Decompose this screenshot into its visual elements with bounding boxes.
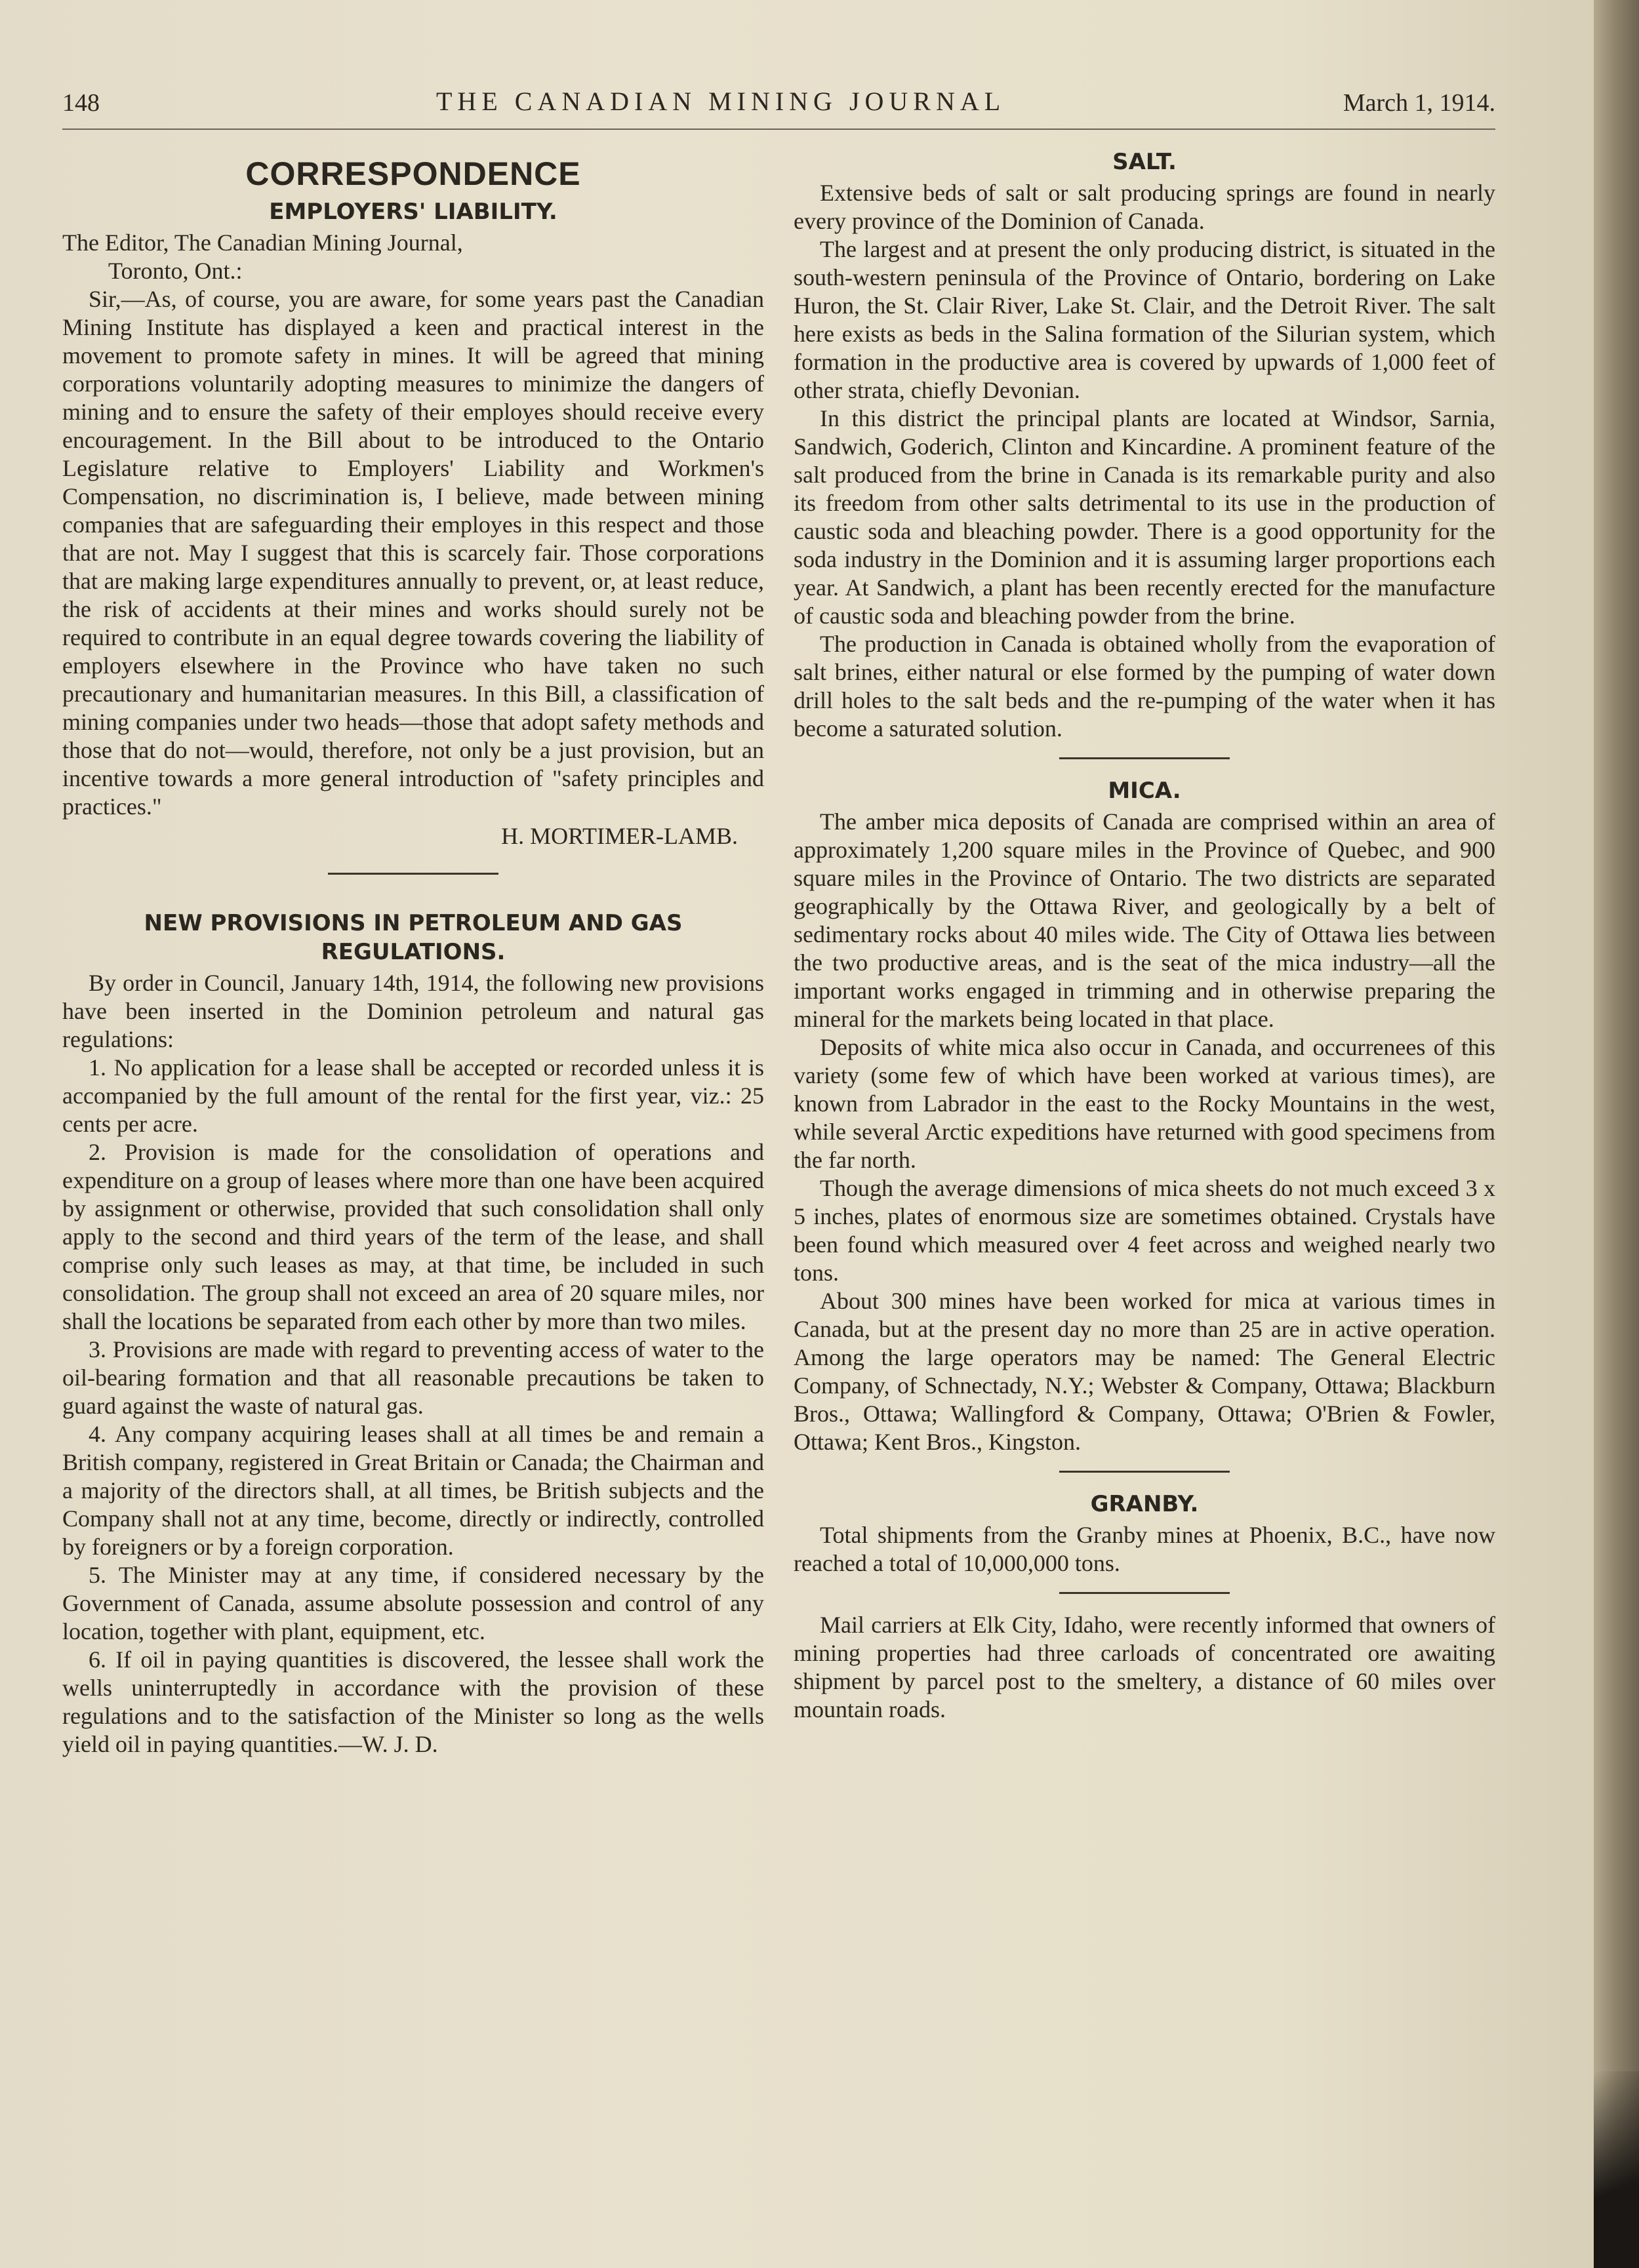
provision-item: 6. If oil in paying quantities is discovered, the lessee shall work the wells uninterruptedly in accordance with the provision of these regulations and to the satisfaction of the Minister so long as the wells yield oil in paying quantities.—W. J. D.: [62, 1646, 764, 1757]
mica-paragraph: The amber mica deposits of Canada are comprised within an area of approximately 1,200 square miles in the Province of Quebec, and 900 square miles in the Province of Ontario. The two districts are separated geographically by the Ottawa River, and geologically by a belt of sedimentary rocks about 40 miles wide. The City of Ottawa lies between the two productive areas, and is the seat of the mica industry—all the important works engaged in trimming and in otherwise preparing the mineral for the markets being located in that place.: [794, 808, 1495, 1032]
mica-paragraph: Deposits of white mica also occur in Canada, and occurrenees of this variety (some few of which have been worked at various times), are known from Labrador in the east to the Rocky Mountains in the west, while several Arctic expeditions have returned with good specimens from the far north.: [794, 1034, 1495, 1173]
petroleum-heading: NEW PROVISIONS IN PETROLEUM AND GAS REGULATIONS.: [144, 910, 683, 965]
provision-item: 2. Provision is made for the consolidation of operations and expenditure on a group of leases where more than one have been acquired by assignment or otherwise, provided that such consolidation shall only apply to the second and third years of the term of the lease, and shall comprise only such leases as may, at that time, be included in such consolidation. The group shall not exceed an area of 20 square miles, nor shall the locations be separated from each other by more than two miles.: [62, 1139, 764, 1334]
salt-paragraph: Extensive beds of salt or salt producing springs are found in nearly every province of the Dominion of Canada.: [794, 180, 1495, 234]
page-number: 148: [62, 89, 100, 117]
letter-body: Sir,—As, of course, you are aware, for some years past the Canadian Mining Institute has displayed a keen and practical interest in the movement to promote safety in mines. It will be agreed that mining corporations voluntarily adopting measures to minimize the dangers of mining and to ensure the safety of their employes should receive every encouragement. In the Bill about to be introduced to the Ontario Legislature relative to Employers' Liability and Workmen's Compensation, no discrimination is, I believe, made between mining companies that are safeguarding their employes in this respect and those that are not. May I suggest that this is scarcely fair. Those corporations that are making large expenditures annually to prevent, or, at least reduce, the risk of accidents at their mines and works should surely not be required to contribute in an equal degree towards covering the liability of employers elsewhere in the Province who have taken no such precautionary and humanitarian measures. In this Bill, a classification of mining companies under two heads—those that adopt safety methods and those that do not—would, therefore, not only be a just provision, but an incentive towards a more general introduction of "safety principles and practices.": [62, 286, 764, 820]
mica-heading: MICA.: [1108, 778, 1181, 804]
employers-liability-heading: EMPLOYERS' LIABILITY.: [269, 199, 557, 225]
salt-heading: SALT.: [1112, 149, 1177, 175]
page-header: [62, 82, 1495, 121]
issue-date: March 1, 1914.: [1343, 89, 1495, 117]
provision-item: 1. No application for a lease shall be accepted or recorded unless it is accompanied by the full amount of the rental for the first year, viz.: 25 cents per acre.: [62, 1054, 764, 1137]
section-divider: [328, 873, 498, 875]
granby-paragraph: Total shipments from the Granby mines at Phoenix, B.C., have now reached a total of 10,000,000 tons.: [794, 1522, 1495, 1576]
section-divider: [1059, 1471, 1230, 1473]
provision-item: 3. Provisions are made with regard to preventing access of water to the oil-bearing formation and that all reasonable precautions be taken to guard against the waste of natural gas.: [62, 1336, 764, 1419]
header-rule: [62, 129, 1495, 130]
provision-item: 4. Any company acquiring leases shall at all times be and remain a British company, registered in Great Britain or Canada; the Chairman and a majority of the directors shall, at all times, be British subjects and the Company shall not at any time, become, directly or indirectly, controlled by foreigners or by a foreign corporation.: [62, 1421, 764, 1560]
salt-paragraph: In this district the principal plants are located at Windsor, Sarnia, Sandwich, Goderich, Clinton and Kincardine. A prominent feature of the salt produced from the brine in Canada is its remarkable purity and also its freedom from other salts detrimental to its use in the production of caustic soda and bleaching powder. There is a good opportunity for the soda industry in the Dominion and it is assuming larger proportions each year. At Sandwich, a plant has been recently erected for the manufacture of caustic soda and bleaching powder from the brine.: [794, 405, 1495, 629]
provision-item: 5. The Minister may at any time, if considered necessary by the Government of Canada, assume absolute possession and control of any location, together with plant, equipment, etc.: [62, 1562, 764, 1644]
book-binding-edge: [1594, 0, 1639, 2268]
right-column: [794, 148, 1495, 1724]
binding-shadow: [1594, 2071, 1639, 2268]
salt-paragraph: The largest and at present the only producing district, is situated in the south-western peninsula of the Province of Ontario, bordering on Lake Huron, the St. Clair River, Lake St. Clair, and the Detroit River. The salt here exists as beds in the Salina formation of the Silurian system, which formation in the productive area is covered by upwards of 1,000 feet of other strata, chiefly Devonian.: [794, 236, 1495, 403]
mica-paragraph: Though the average dimensions of mica sheets do not much exceed 3 x 5 inches, plates of enormous size are sometimes obtained. Crystals have been found which measured over 4 feet across and weighed nearly two tons.: [794, 1175, 1495, 1286]
section-divider: [1059, 1592, 1230, 1594]
correspondence-heading: CORRESPONDENCE: [245, 155, 581, 192]
mail-carriers-paragraph: Mail carriers at Elk City, Idaho, were recently informed that owners of mining properties had three carloads of concentrated ore awaiting shipment by parcel post to the smeltery, a distance of 60 miles over mountain roads.: [794, 1612, 1495, 1722]
left-column: [62, 148, 764, 1759]
section-divider: [1059, 757, 1230, 759]
journal-title: THE CANADIAN MINING JOURNAL: [436, 87, 1006, 116]
salt-paragraph: The production in Canada is obtained wholly from the evaporation of salt brines, either natural or else formed by the pumping of water down drill holes to the salt beds and the re-pumping of the water when it has become a saturated solution.: [794, 631, 1495, 742]
mica-paragraph: About 300 mines have been worked for mica at various times in Canada, but at the present day no more than 25 are in active operation. Among the large operators may be named: The General Electric Company, of Schnectady, N.Y.; Webster & Company, Ottawa; Blackburn Bros., Ottawa; Wallingford & Company, Ottawa; O'Brien & Fowler, Ottawa; Kent Bros., Kingston.: [794, 1288, 1495, 1455]
salutation-line: The Editor, The Canadian Mining Journal,: [62, 229, 463, 256]
letter-signature: H. MORTIMER-LAMB.: [501, 823, 738, 849]
salutation-city: Toronto, Ont.:: [108, 258, 243, 284]
granby-heading: GRANBY.: [1090, 1491, 1199, 1517]
petroleum-intro: By order in Council, January 14th, 1914, the following new provisions have been inserted in the Dominion petroleum and natural gas regulations:: [62, 970, 764, 1052]
